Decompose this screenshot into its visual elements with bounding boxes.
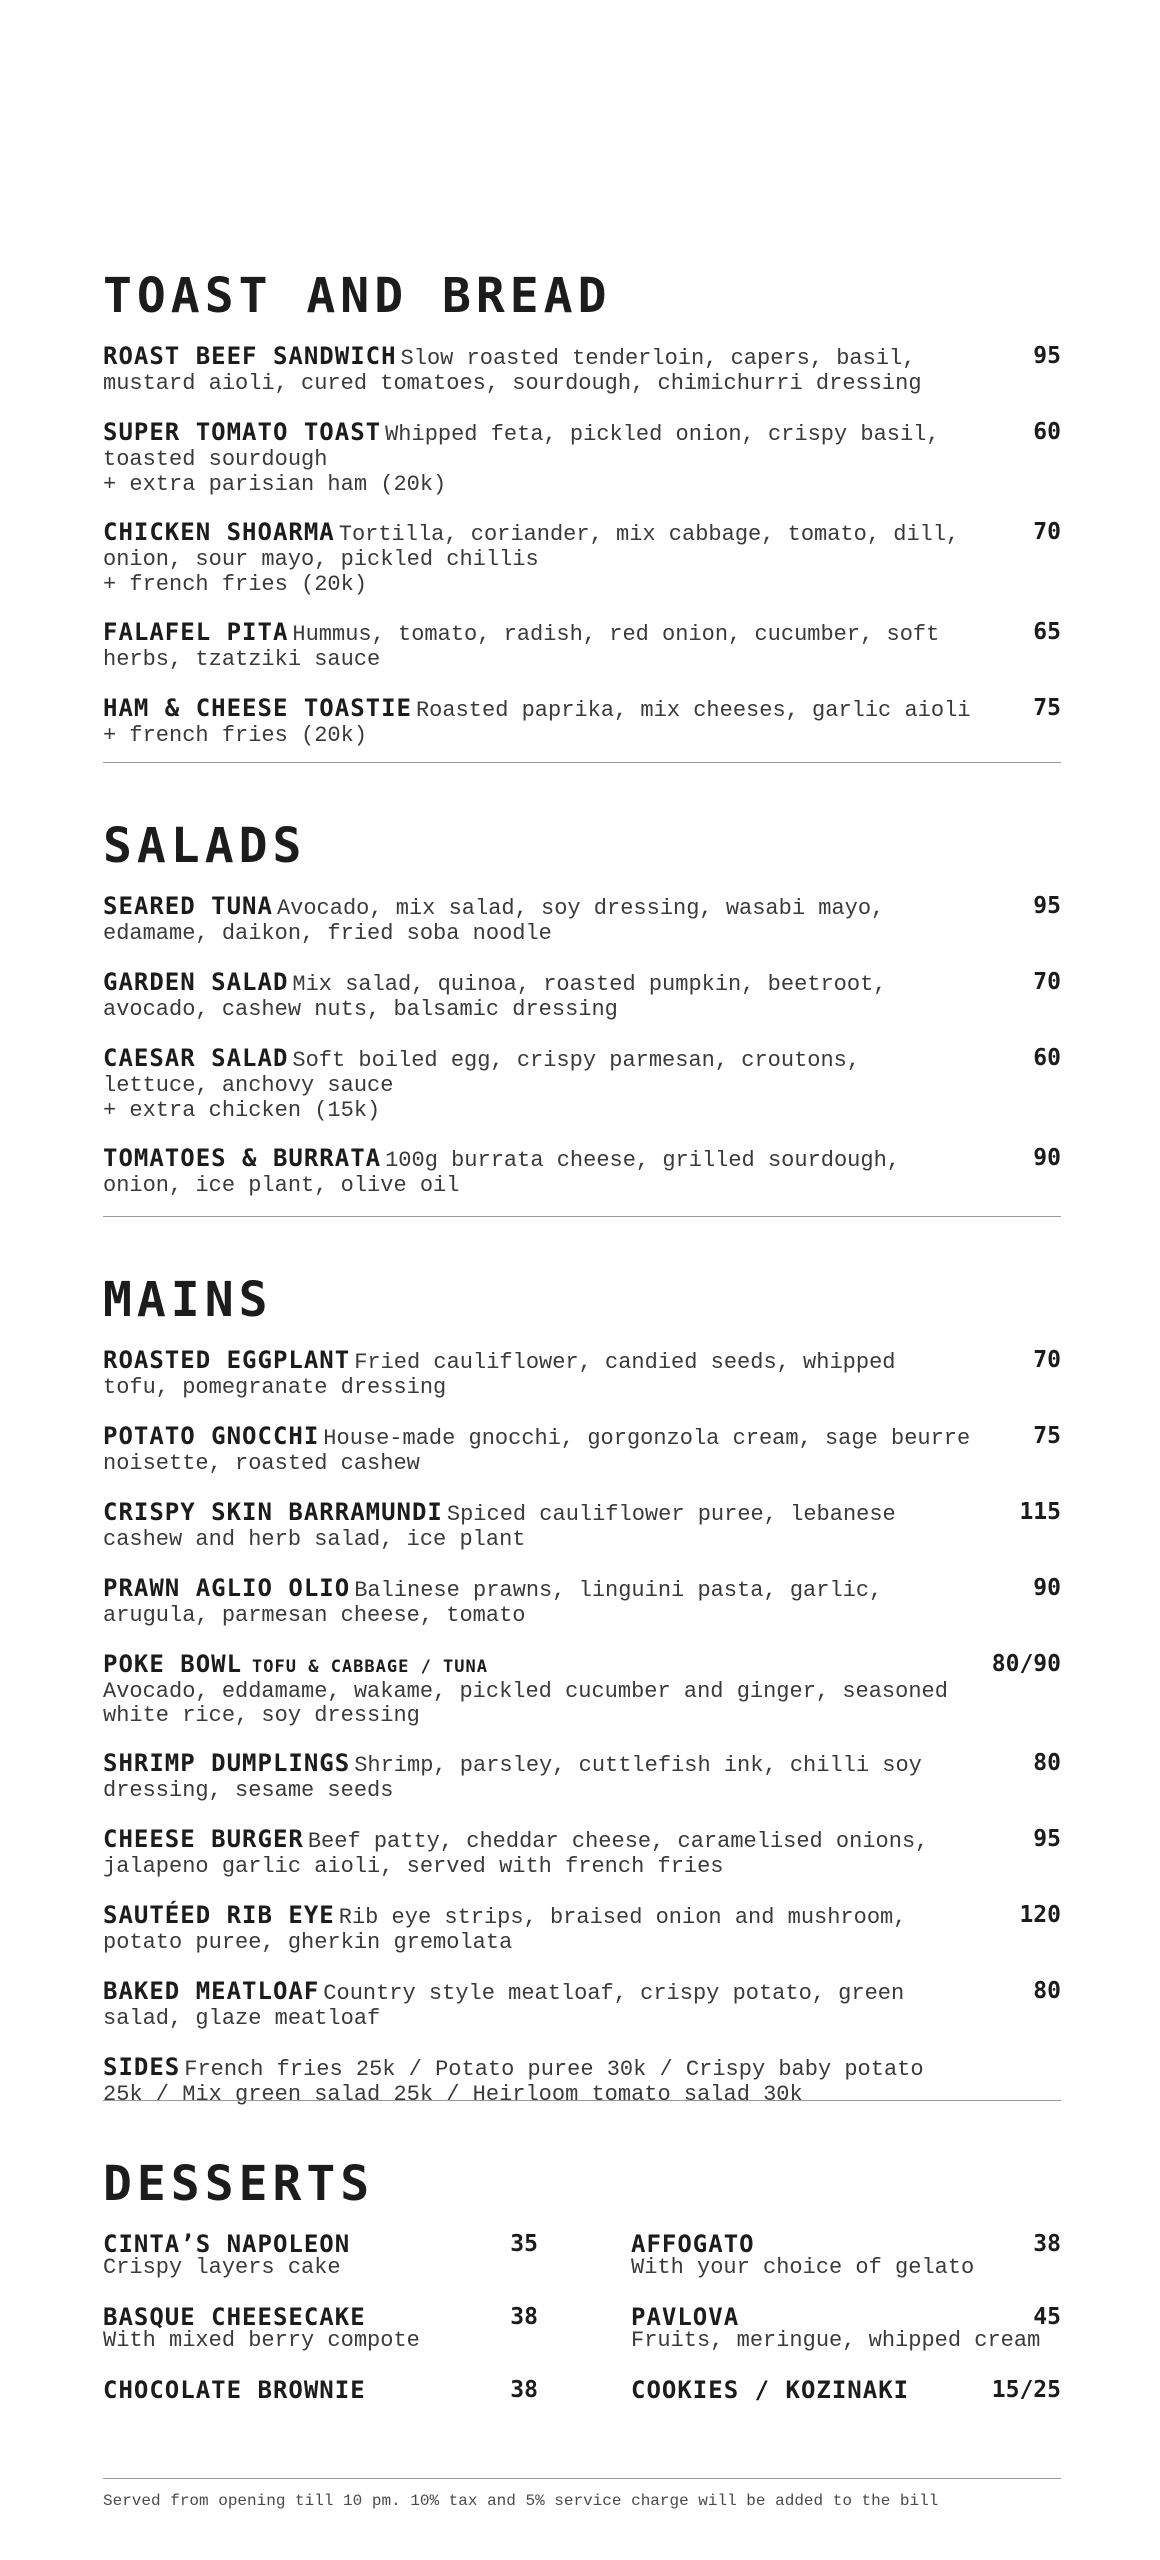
item-price: 95 [1033,893,1061,919]
item-name: CINTA’S NAPOLEON [103,2230,351,2258]
item-price: 90 [1033,1575,1061,1601]
item-price: 70 [1033,519,1061,545]
section-divider [103,2100,1061,2101]
item-name: HAM & CHEESE TOASTIE [103,694,412,722]
item-price: 95 [1033,343,1061,369]
item-extra: + extra chicken (15k) [103,1098,381,1123]
item-price: 60 [1033,1045,1061,1071]
item-name: SAUTÉED RIB EYE [103,1901,335,1929]
menu-item [103,894,1061,947]
item-price: 115 [1019,1499,1061,1525]
item-description: Spiced cauliflower puree, lebanese cashew and herb salad, ice plant [103,1502,896,1552]
item-description: Rib eye strips, braised onion and mushroom, potato puree, gherkin gremolata [103,1905,907,1955]
menu-item [103,1576,1061,1629]
item-price: 75 [1033,695,1061,721]
section-salads [103,818,1061,1222]
menu-item [103,696,1061,748]
item-extra: + french fries (20k) [103,572,368,597]
item-description: With your choice of gelato [631,2255,975,2280]
dessert-item [103,2378,538,2428]
menu-item [103,620,1061,673]
item-variant-tag: TOFU & CABBAGE / TUNA [252,1657,488,1677]
menu-item [103,1652,1061,1728]
item-price: 75 [1033,1423,1061,1449]
item-name: CAESAR SALAD [103,1044,289,1072]
menu-item [103,1146,1061,1199]
item-price: 80 [1033,1978,1061,2004]
item-price: 65 [1033,619,1061,645]
item-description: Tortilla, coriander, mix cabbage, tomato, dill, onion, sour mayo, pickled chillis [103,522,960,572]
item-name: FALAFEL PITA [103,618,289,646]
section-desserts [103,2156,1061,2451]
item-name: SEARED TUNA [103,892,273,920]
item-description: Avocado, eddamame, wakame, pickled cucumber and ginger, seasoned white rice, soy dressing [103,1679,948,1728]
item-description: With mixed berry compote [103,2328,420,2353]
item-price: 38 [510,2304,538,2330]
dessert-item [103,2232,538,2282]
item-name: COOKIES / KOZINAKI [631,2376,910,2404]
item-price: 15/25 [991,2377,1061,2403]
item-description: Avocado, mix salad, soy dressing, wasabi mayo, edamame, daikon, fried soba noodle [103,896,885,946]
section-mains [103,1272,1061,2131]
item-description: Slow roasted tenderloin, capers, basil, mustard aioli, cured tomatoes, sourdough, chimichurri dressing [103,346,922,396]
item-extra: + extra parisian ham (20k) [103,472,447,497]
item-name: ROAST BEEF SANDWICH [103,342,397,370]
item-name: CHEESE BURGER [103,1825,304,1853]
item-extra: + french fries (20k) [103,723,368,748]
section-title: TOAST AND BREAD [103,268,612,324]
item-description: Soft boiled egg, crispy parmesan, croutons, lettuce, anchovy sauce [103,1048,861,1098]
menu-item [103,344,1061,397]
menu-item [103,1424,1061,1477]
item-name: TOMATOES & BURRATA [103,1144,382,1172]
item-name: GARDEN SALAD [103,968,289,996]
item-description: Fried cauliflower, candied seeds, whipped tofu, pomegranate dressing [103,1350,896,1400]
item-name: BAKED MEATLOAF [103,1977,320,2005]
item-description: Beef patty, cheddar cheese, caramelised onions, jalapeno garlic aioli, served with french fries [103,1829,929,1879]
item-name: ROASTED EGGPLANT [103,1346,351,1374]
menu-item [103,1979,1061,2032]
footer-note: Served from opening till 10 pm. 10% tax and 5% service charge will be added to the bill [103,2492,939,2510]
dessert-item [631,2305,1061,2355]
menu-item [103,1348,1061,1401]
item-description: Country style meatloaf, crispy potato, green salad, glaze meatloaf [103,1981,905,2031]
item-description: Mix salad, quinoa, roasted pumpkin, beetroot, avocado, cashew nuts, balsamic dressing [103,972,887,1022]
menu-item [103,1827,1061,1880]
item-description: Fruits, meringue, whipped cream [631,2328,1041,2353]
item-name: POTATO GNOCCHI [103,1422,320,1450]
footer-divider [103,2478,1061,2479]
item-price: 35 [510,2231,538,2257]
menu-item [103,420,1061,497]
item-name: BASQUE CHEESECAKE [103,2303,366,2331]
item-price: 90 [1033,1145,1061,1171]
item-price: 45 [1033,2304,1061,2330]
item-name: AFFOGATO [631,2230,755,2258]
item-price: 70 [1033,1347,1061,1373]
item-name: PAVLOVA [631,2303,740,2331]
item-description: Roasted paprika, mix cheeses, garlic aioli [415,698,971,723]
menu-item [103,1751,1061,1804]
item-price: 120 [1019,1902,1061,1928]
item-description: French fries 25k / Potato puree 30k / Crispy baby potato 25k / Mix green salad 25k / Heirloom tomato salad 30k [103,2057,924,2107]
section-title: DESSERTS [103,2156,375,2212]
dessert-item [103,2305,538,2355]
item-description: Shrimp, parsley, cuttlefish ink, chilli soy dressing, sesame seeds [103,1753,922,1803]
section-title: SALADS [103,818,307,874]
item-description: Balinese prawns, linguini pasta, garlic, arugula, parmesan cheese, tomato [103,1578,883,1628]
item-description: 100g burrata cheese, grilled sourdough, onion, ice plant, olive oil [103,1148,900,1198]
item-price: 38 [1033,2231,1061,2257]
item-name: PRAWN AGLIO OLIO [103,1574,351,1602]
item-price: 80 [1033,1750,1061,1776]
item-name: POKE BOWL [103,1650,243,1678]
item-name: CHOCOLATE BROWNIE [103,2376,366,2404]
menu-item [103,1046,1061,1123]
item-description: Crispy layers cake [103,2255,341,2280]
item-name: SHRIMP DUMPLINGS [103,1749,351,1777]
item-price: 38 [510,2377,538,2403]
item-description: Hummus, tomato, radish, red onion, cucumber, soft herbs, tzatziki sauce [103,622,940,672]
item-name: SIDES [103,2053,181,2081]
dessert-item [631,2378,1061,2428]
desserts-left-column [103,2232,538,2451]
item-price: 80/90 [991,1651,1061,1677]
item-price: 95 [1033,1826,1061,1852]
item-name: CHICKEN SHOARMA [103,518,335,546]
section-title: MAINS [103,1272,273,1328]
section-toast-and-bread [103,268,1061,771]
menu-item [103,970,1061,1023]
item-name: CRISPY SKIN BARRAMUNDI [103,1498,443,1526]
desserts-right-column [631,2232,1061,2451]
section-divider [103,1216,1061,1217]
item-description: Whipped feta, pickled onion, crispy basil, toasted sourdough [103,422,940,472]
menu-item [103,1903,1061,1956]
item-price: 70 [1033,969,1061,995]
menu-item [103,1500,1061,1553]
section-divider [103,762,1061,763]
menu-item [103,520,1061,597]
item-name: SUPER TOMATO TOAST [103,418,382,446]
item-price: 60 [1033,419,1061,445]
dessert-item [631,2232,1061,2282]
item-description: House-made gnocchi, gorgonzola cream, sage beurre noisette, roasted cashew [103,1426,971,1476]
